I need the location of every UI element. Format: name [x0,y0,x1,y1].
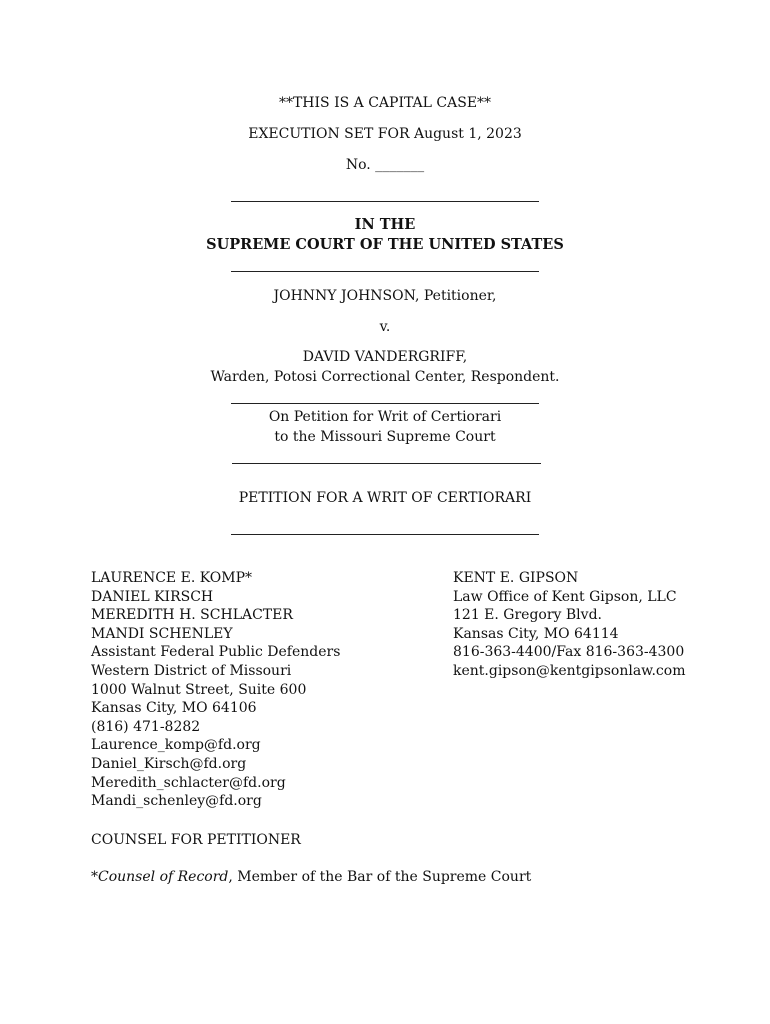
counsel-line: (816) 471-8282 [91,718,201,735]
counsel-of-record-footnote [91,868,531,886]
petition-on-line2: to the Missouri Supreme Court [274,429,496,445]
counsel-line: DANIEL KIRSCH [91,588,214,605]
counsel-line: 121 E. Gregory Blvd. [453,607,602,624]
footnote-text: , Member of the Bar of the Supreme Court [228,869,532,885]
counsel-line: Assistant Federal Public Defenders [91,644,341,661]
divider-rule [231,201,539,202]
divider-rule [231,271,539,272]
counsel-line: Western District of Missouri [91,662,292,679]
capital-case-notice: **THIS IS A CAPITAL CASE** [278,95,492,111]
respondent-name: DAVID VANDERGRIFF, [302,349,468,365]
counsel-line: MANDI SCHENLEY [91,625,233,642]
counsel-email: Meredith_schlacter@fd.org [91,774,286,791]
counsel-line: MEREDITH H. SCHLACTER [91,607,293,624]
counsel-for-label: COUNSEL FOR PETITIONER [91,832,301,848]
counsel-email: Daniel_Kirsch@fd.org [91,755,247,772]
counsel-line: LAURENCE E. KOMP* [91,570,253,586]
respondent-title: Warden, Potosi Correctional Center, Respondent. [210,369,560,385]
document-title: PETITION FOR A WRIT OF CERTIORARI [238,490,532,506]
divider-rule [231,403,539,404]
counsel-line: 1000 Walnut Street, Suite 600 [91,681,307,698]
divider-rule [232,463,541,464]
petitioner-name: JOHNNY JOHNSON, Petitioner, [273,288,497,304]
counsel-line: 816-363-4400/Fax 816-363-4300 [453,644,685,661]
counsel-right-block [453,569,685,681]
counsel-email: Mandi_schenley@fd.org [91,793,262,810]
footnote-italic: Counsel of Record [98,869,229,885]
execution-date: EXECUTION SET FOR August 1, 2023 [248,126,522,142]
counsel-email: Laurence_komp@fd.org [91,737,261,754]
docket-number: No. _______ [345,157,425,173]
divider-rule [231,534,539,535]
versus: v. [379,319,391,335]
court-heading-line2: SUPREME COURT OF THE UNITED STATES [206,236,564,253]
counsel-line: Law Office of Kent Gipson, LLC [453,588,677,605]
counsel-line: Kansas City, MO 64114 [453,625,619,642]
counsel-line: Kansas City, MO 64106 [91,700,257,717]
counsel-line: KENT E. GIPSON [453,570,579,586]
footnote-star: * [91,869,98,885]
petition-on-line1: On Petition for Writ of Certiorari [268,409,502,425]
counsel-email: kent.gipson@kentgipsonlaw.com [453,662,686,679]
counsel-left-block [91,569,340,811]
court-heading-line1: IN THE [354,216,416,233]
